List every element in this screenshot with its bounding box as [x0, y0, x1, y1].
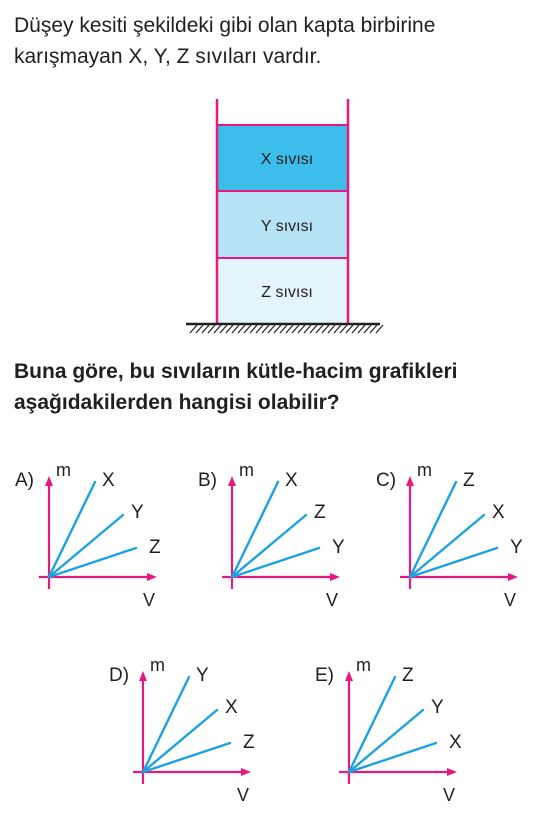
hatch-stroke [190, 325, 197, 333]
liquid-label-y: Y sıvısı [260, 218, 314, 235]
hatch-stroke [250, 325, 257, 333]
hatch-stroke [208, 325, 215, 333]
option-0[interactable] [15, 460, 161, 610]
y-axis-label: m [239, 460, 254, 480]
line-label: X [449, 732, 462, 753]
line-label: Z [243, 732, 255, 753]
option-letter: B) [198, 470, 217, 491]
x-axis-label: V [237, 785, 250, 805]
hatch-stroke [244, 325, 251, 333]
hatch-stroke [262, 325, 269, 333]
hatch-stroke [214, 325, 221, 333]
hatch-stroke [370, 325, 377, 333]
question-prompt: Buna göre, bu sıvıların kütle-hacim grafikleri aşağıdakilerden hangisi olabilir? [14, 360, 458, 414]
container-diagram [186, 99, 383, 333]
y-axis-label: m [417, 460, 432, 480]
graph-line [232, 515, 306, 577]
hatch-stroke [346, 325, 353, 333]
y-axis-label: m [356, 655, 371, 675]
answer-options [15, 460, 523, 805]
option-1[interactable] [198, 460, 345, 610]
hatch-stroke [358, 325, 365, 333]
hatch-stroke [340, 325, 347, 333]
hatch-stroke [292, 325, 299, 333]
hatch-stroke [196, 325, 203, 333]
line-label: Y [196, 665, 209, 686]
option-letter: D) [109, 665, 130, 686]
line-label: X [285, 470, 298, 491]
y-axis-label: m [56, 460, 71, 480]
x-axis-label: V [143, 590, 156, 610]
liquid-label-z: Z sıvısı [261, 284, 313, 301]
line-label: X [492, 502, 505, 523]
hatch-stroke [232, 325, 239, 333]
x-axis-label: V [326, 590, 339, 610]
hatch-stroke [310, 325, 317, 333]
option-letter: C) [376, 470, 397, 491]
line-label: Y [431, 697, 444, 718]
line-label: X [225, 697, 238, 718]
line-label: Z [149, 537, 161, 558]
option-4[interactable] [315, 655, 462, 805]
graph-line [349, 710, 423, 772]
option-2[interactable] [376, 460, 523, 610]
graph-line [143, 710, 217, 772]
hatch-stroke [298, 325, 305, 333]
question-intro: Düşey kesiti şekildeki gibi olan kapta birbirine karışmayan X, Y, Z sıvıları vardır. [14, 14, 436, 68]
graph-line [49, 515, 123, 577]
line-label: Z [402, 665, 414, 686]
y-axis-arrow-icon [406, 476, 414, 486]
y-axis-arrow-icon [45, 476, 53, 486]
x-axis-arrow-icon [447, 768, 457, 776]
hatch-stroke [256, 325, 263, 333]
option-3[interactable] [109, 655, 255, 805]
line-label: Z [463, 470, 475, 491]
x-axis-arrow-icon [147, 573, 157, 581]
option-letter: E) [315, 665, 334, 686]
y-axis-arrow-icon [345, 671, 353, 681]
hatch-stroke [268, 325, 275, 333]
hatch-stroke [322, 325, 329, 333]
hatch-stroke [238, 325, 245, 333]
ground-hatching [190, 325, 383, 333]
hatch-stroke [328, 325, 335, 333]
hatch-stroke [364, 325, 371, 333]
line-label: Z [314, 502, 326, 523]
line-label: Y [131, 502, 144, 523]
line-label: Y [332, 537, 345, 558]
hatch-stroke [352, 325, 359, 333]
hatch-stroke [376, 325, 383, 333]
y-axis-arrow-icon [139, 671, 147, 681]
x-axis-arrow-icon [508, 573, 518, 581]
hatch-stroke [304, 325, 311, 333]
y-axis-arrow-icon [228, 476, 236, 486]
line-label: Y [510, 537, 523, 558]
x-axis-label: V [443, 785, 456, 805]
x-axis-arrow-icon [241, 768, 251, 776]
x-axis-label: V [504, 590, 517, 610]
option-letter: A) [15, 470, 34, 491]
graph-line [410, 515, 484, 577]
hatch-stroke [274, 325, 281, 333]
y-axis-label: m [150, 655, 165, 675]
line-label: X [102, 470, 115, 491]
hatch-stroke [286, 325, 293, 333]
hatch-stroke [220, 325, 227, 333]
liquid-label-x: X sıvısı [260, 151, 314, 168]
hatch-stroke [334, 325, 341, 333]
hatch-stroke [202, 325, 209, 333]
hatch-stroke [316, 325, 323, 333]
hatch-stroke [226, 325, 233, 333]
x-axis-arrow-icon [330, 573, 340, 581]
hatch-stroke [280, 325, 287, 333]
